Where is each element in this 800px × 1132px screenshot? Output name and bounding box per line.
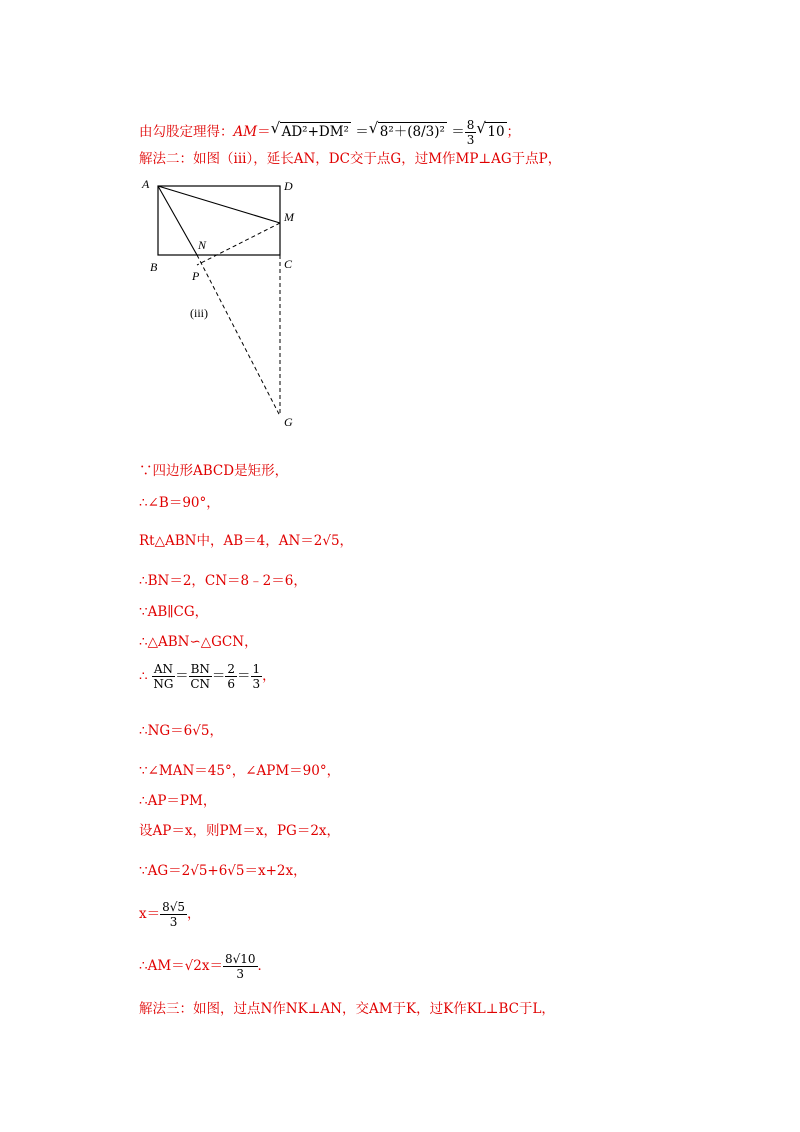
num: 2 [227, 662, 236, 676]
num: 8√10 [224, 952, 256, 966]
label-d: D [284, 179, 293, 193]
den: 3 [169, 915, 178, 929]
num: 8√5 [162, 900, 186, 914]
result-fraction [465, 118, 477, 147]
end: ， [187, 906, 201, 922]
step-8: ∵∠MAN＝45°，∠APM＝90°， [139, 763, 341, 779]
segment-mp [197, 223, 280, 265]
method-two-heading: 解法二：如图（iii），延长AN，DC交于点G，过M作MP⊥AG于点P， [139, 151, 562, 167]
ratio-line: ∴ $\frac{AN}{NG}$ ＝ $\frac{BN}{CN}$ ＝ $\frac{2}{6}$ ＝ $\frac{1}{3}$ ， [139, 662, 276, 691]
figure-caption: (iii) [190, 306, 208, 320]
step-2: ∴∠B＝90°， [139, 495, 220, 511]
num: AN [153, 662, 174, 676]
den: 3 [252, 677, 261, 691]
step-6: ∴△ABN∽△GCN， [139, 634, 258, 650]
step-11: ∵AG＝2√5+6√5＝x+2x， [139, 863, 307, 879]
result-num: 8 [466, 118, 475, 132]
den: 6 [227, 677, 236, 691]
geometry-figure [138, 176, 318, 436]
equals: ＝ [257, 124, 271, 140]
radical-2 [369, 122, 447, 141]
step-4: ∴BN＝2，CN＝8﹣2＝6， [139, 573, 307, 589]
therefore: ∴ [139, 668, 148, 685]
frac-an-ng [152, 662, 175, 691]
step-9: ∴AP＝PM， [139, 793, 217, 809]
radicand-2: 8²＋(8/3)² [379, 124, 445, 140]
label-n: N [198, 238, 207, 252]
step-5: ∵AB∥CG， [139, 604, 209, 620]
am-symbol: AM [233, 124, 258, 140]
step-1: ∵四边形ABCD是矩形， [139, 463, 289, 479]
line-end: ； [506, 124, 521, 140]
result-radicand: 10 [487, 124, 505, 140]
step-10: 设AP＝x，则PM＝x，PG＝2x， [139, 823, 341, 839]
frac-1-3 [251, 662, 263, 691]
segment-ng [197, 255, 280, 416]
result-den: 3 [466, 133, 475, 147]
pythagoras-line: 由勾股定理得：AM＝√ AD²+DM² ＝√ 8²＋(8/3)² ＝ $\frac{8}{3}$ √ 10 ； [139, 118, 520, 147]
am-prefix: ∴AM＝√2x＝ [139, 958, 223, 974]
den: NG [153, 677, 174, 691]
num: 1 [252, 662, 261, 676]
label-g: G [284, 415, 293, 429]
rectangle-abcd [158, 186, 280, 255]
radicand-1: AD²+DM² [281, 124, 349, 140]
radical-1 [271, 122, 351, 141]
den: 3 [236, 967, 245, 981]
frac-2-6 [225, 662, 237, 691]
label-b: B [150, 260, 158, 274]
num: BN [190, 662, 210, 676]
label-c: C [284, 257, 293, 271]
x-prefix: x＝ [139, 906, 161, 922]
am-final [139, 952, 271, 981]
x-fraction [160, 900, 187, 929]
x-equation [139, 900, 201, 929]
end: ， [262, 668, 276, 684]
intro-text: 由勾股定理得： [139, 124, 234, 140]
result-radical [476, 122, 506, 141]
den: CN [190, 677, 211, 691]
label-m: M [284, 210, 294, 224]
method-three-heading: 解法三：如图，过点N作NK⊥AN，交AM于K，过K作KL⊥BC于L， [139, 1001, 555, 1017]
frac-bn-cn [189, 662, 212, 691]
step-3: Rt△ABN中，AB＝4，AN＝2√5， [139, 533, 354, 549]
end: ． [257, 958, 272, 974]
step-7: ∴NG＝6√5， [139, 723, 223, 739]
label-a: A [142, 177, 150, 191]
label-p: P [192, 269, 200, 283]
am-fraction [223, 952, 258, 981]
